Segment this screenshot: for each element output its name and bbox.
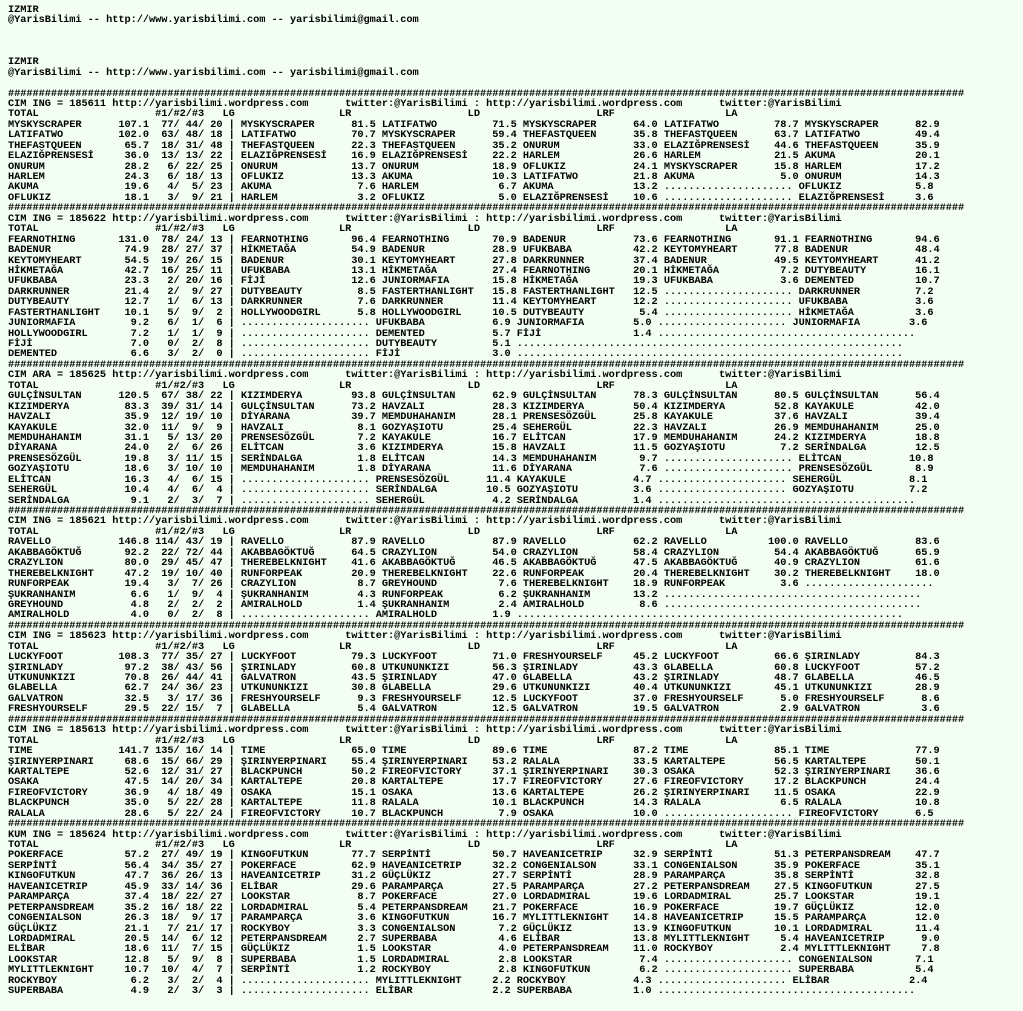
horse-row: ROCKYBOY 6.2 3/ 2/ 4 | ..................... MYLITTLEKNIGHT 2.2 ROCKYBOY 4.3 ..................... ELİBAR 2.4 xyxy=(8,974,928,987)
race-header: CIM ING = 185623 http://yarisbilimi.wordpress.com twitter:@YarisBilimi : http://yarisbilimi.wordpress.com twitter:@YarisBilimi xyxy=(8,630,842,643)
horse-row: DARKRUNNER 21.4 2/ 9/ 27 | DUTYBEAUTY 8.5 FASTERTHANLIGHT 15.8 FASTERTHANLIGHT 12.5 ..................... DARKRUNNER 7.2 xyxy=(8,285,934,298)
horse-row: SUPERBABA 4.9 2/ 3/ 3 | ..................... ELİBAR 2.2 SUPERBABA 1.0 .......................................... xyxy=(8,985,916,998)
section-separator: ############################################################################################################################################################ xyxy=(8,619,965,632)
race-header: CIM ING = 185621 http://yarisbilimi.wordpress.com twitter:@YarisBilimi : http://yarisbilimi.wordpress.com twitter:@YarisBilimi xyxy=(8,515,842,528)
contact-line: @YarisBilimi -- http://www.yarisbilimi.com -- yarisbilimi@gmail.com xyxy=(8,66,419,79)
column-header: TOTAL #1/#2/#3 LG LR LD LRF LA xyxy=(8,525,738,538)
section-separator: ############################################################################################################################################################ xyxy=(8,713,965,726)
column-header: TOTAL #1/#2/#3 LG LR LD LRF LA xyxy=(8,640,738,653)
horse-row: GÜÇLÜKIZ 21.1 7/ 21/ 17 | ROCKYBOY 3.3 CONGENIALSON 7.2 GÜÇLÜKIZ 13.9 KINGOFUTKUN 10.1 LORDADMIRAL 11.4 xyxy=(8,922,940,935)
horse-row: SERPİNTİ 56.4 34/ 35/ 27 | POKERFACE 62.9 HAVEANICETRIP 32.2 CONGENIALSON 33.1 CONGENIALSON 35.9 POKERFACE 35.1 xyxy=(8,859,940,872)
blank-line xyxy=(8,36,1023,46)
section-separator: ############################################################################################################################################################ xyxy=(8,818,965,831)
horse-row: CRAZYLION 80.0 29/ 45/ 47 | THEREBELKNIGHT 41.6 AKABBAGÖKTUĞ 46.5 AKABBAGÖKTUĞ 47.5 AKABBAGÖKTUĞ 40.9 CRAZYLION 61.6 xyxy=(8,557,940,570)
horse-row: DUTYBEAUTY 12.7 1/ 6/ 13 | DARKRUNNER 7.6 DARKRUNNER 11.4 KEYTOMYHEART 12.2 ..................... UFUKBABA 3.6 xyxy=(8,296,934,309)
horse-row: DEMENTED 6.6 3/ 2/ 0 | ..................... FİJİ 3.0 ............................................................... xyxy=(8,348,903,361)
blank-line xyxy=(8,47,1023,57)
horse-row: THEREBELKNIGHT 47.2 19/ 10/ 40 | RUNFORPEAK 20.9 THEREBELKNIGHT 22.6 RUNFORPEAK 20.4 THEREBELKNIGHT 30.2 THEREBELKNIGHT 18.0 xyxy=(8,567,940,580)
race-header: CIM ING = 185613 http://yarisbilimi.wordpress.com twitter:@YarisBilimi : http://yarisbilimi.wordpress.com twitter:@YarisBilimi xyxy=(8,724,842,737)
section-separator: ############################################################################################################################################################ xyxy=(8,505,965,517)
horse-row: RALALA 28.6 5/ 22/ 24 | FIREOFVICTORY 10.7 BLACKPUNCH 7.9 OSAKA 10.0 ..................... FIREOFVICTORY 6.5 xyxy=(8,807,934,820)
contact-line: @YarisBilimi -- http://www.yarisbilimi.com -- yarisbilimi@gmail.com xyxy=(8,14,419,27)
horse-row: HAVZALI 35.9 12/ 19/ 10 | DİYARANA 39.7 MEMDUHAHANIM 28.1 PRENSESÖZGÜL 25.8 KAYAKULE 37.6 HAVZALI 39.4 xyxy=(8,411,940,424)
horse-row: BADENUR 74.9 28/ 27/ 37 | HİKMETAĞA 54.9 BADENUR 28.9 UFUKBABA 42.2 KEYTOMYHEART 77.8 BADENUR 48.4 xyxy=(8,244,940,257)
horse-row: AKUMA 19.6 4/ 5/ 23 | AKUMA 7.6 HARLEM 6.7 AKUMA 13.2 ..................... OFLUKIZ 5.8 xyxy=(8,181,934,194)
horse-row: ŞIRINLADY 97.2 38/ 43/ 56 | ŞIRINLADY 60.8 UTKUNUNKIZI 56.3 ŞIRINLADY 43.3 GLABELLA 60.8 LUCKYFOOT 57.2 xyxy=(8,661,940,674)
column-header: TOTAL #1/#2/#3 LG LR LD LRF LA xyxy=(8,223,738,236)
horse-row: HARLEM 24.3 6/ 18/ 13 | OFLUKIZ 13.3 AKUMA 10.3 LATIFATWO 21.8 AKUMA 5.0 ONURUM 14.3 xyxy=(8,171,940,183)
horse-row: DİYARANA 24.0 2/ 6/ 26 | ELİTCAN 3.6 KIZIMDERYA 15.8 HAVZALI 11.5 GOZYAŞIOTU 7.2 SERİNDALGA 12.5 xyxy=(8,442,940,455)
horse-row: GREYHOUND 4.8 2/ 2/ 2 | AMIRALHOLD 1.4 ŞUKRANHANIM 2.4 AMIRALHOLD 8.6 .......................................... xyxy=(8,598,922,611)
race-header: CIM ING = 185611 http://yarisbilimi.wordpress.com twitter:@YarisBilimi : http://yarisbilimi.wordpress.com twitter:@YarisBilimi xyxy=(8,97,842,110)
horse-row: TIME 141.7 135/ 16/ 14 | TIME 65.0 TIME 89.6 TIME 87.2 TIME 85.1 TIME 77.9 xyxy=(8,745,940,758)
horse-row: UTKUNUNKIZI 70.8 26/ 44/ 41 | GALVATRON 43.5 ŞIRINLADY 47.0 GLABELLA 43.2 ŞIRINLADY 48.7 GLABELLA 46.5 xyxy=(8,672,940,684)
horse-row: KEYTOMYHEART 54.5 19/ 26/ 15 | BADENUR 30.1 KEYTOMYHEART 27.8 DARKRUNNER 37.4 BADENUR 49.5 KEYTOMYHEART 41.2 xyxy=(8,254,940,267)
horse-row: AMIRALHOLD 4.0 0/ 2/ 8 | ..................... AMIRALHOLD 1.9 ............................................................... xyxy=(8,609,903,622)
horse-row: HOLLYWOODGIRL 7.2 1/ 1/ 9 | ..................... DEMENTED 5.7 FİJİ 1.4 .......................................... xyxy=(8,327,916,340)
horse-row: OFLUKIZ 18.1 3/ 9/ 21 | HARLEM 3.2 OFLUKIZ 5.0 ELAZIĞPRENSESİ 10.6 ..................... ELAZIĞPRENSESİ 3.6 xyxy=(8,191,934,204)
horse-row: ONURUM 28.2 6/ 22/ 25 | ONURUM 13.7 ONURUM 18.9 OFLUKIZ 24.1 MYSKYSCRAPER 15.8 HARLEM 17.2 xyxy=(8,160,940,173)
horse-row: KARTALTEPE 52.6 12/ 31/ 27 | BLACKPUNCH 50.2 FIREOFVICTORY 37.1 ŞIRINYERPINARI 30.3 OSAKA 52.3 ŞIRINYERPINARI 36.6 xyxy=(8,765,940,778)
horse-row: FIREOFVICTORY 36.9 4/ 18/ 49 | OSAKA 15.1 OSAKA 13.6 KARTALTEPE 26.2 ŞIRINYERPINARI 11.5 OSAKA 22.9 xyxy=(8,786,940,799)
horse-row: JUNIORMAFIA 9.2 6/ 1/ 6 | ..................... UFUKBABA 6.9 JUNIORMAFIA 5.0 ..................... JUNIORMAFIA 3.6 xyxy=(8,317,928,330)
horse-row: LORDADMIRAL 20.5 14/ 6/ 12 | PETERPANSDREAM 2.7 SUPERBABA 4.6 ELİBAR 13.8 MYLITTLEKNIGHT 5.4 HAVEANICETRIP 9.0 xyxy=(8,932,940,945)
horse-row: FİJİ 7.0 0/ 2/ 8 | ..................... DUTYBEAUTY 5.1 ............................................................... xyxy=(8,338,903,350)
column-header: TOTAL #1/#2/#3 LG LR LD LRF LA xyxy=(8,734,738,747)
horse-row: KIZIMDERYA 83.3 39/ 31/ 14 | GULÇİNSULTAN 73.2 HAVZALI 28.3 KIZIMDERYA 50.4 KIZIMDERYA 52.8 KAYAKULE 42.0 xyxy=(8,400,940,413)
column-header: TOTAL #1/#2/#3 LG LR LD LRF LA xyxy=(8,379,738,392)
race-header: CIM ING = 185622 http://yarisbilimi.wordpress.com twitter:@YarisBilimi : http://yarisbilimi.wordpress.com twitter:@YarisBilimi xyxy=(8,212,842,225)
city-title: IZMIR xyxy=(8,56,39,69)
horse-row: RAVELLO 146.8 114/ 43/ 19 | RAVELLO 87.9 RAVELLO 87.9 RAVELLO 62.2 RAVELLO 100.0 RAVELLO 83.6 xyxy=(8,536,940,549)
horse-row: LUCKYFOOT 108.3 77/ 35/ 27 | LUCKYFOOT 79.3 LUCKYFOOT 71.0 FRESHYOURSELF 45.2 LUCKYFOOT 66.6 ŞIRINLADY 84.3 xyxy=(8,651,940,664)
horse-row: BLACKPUNCH 35.0 5/ 22/ 28 | KARTALTEPE 11.8 RALALA 10.1 BLACKPUNCH 14.3 RALALA 6.5 RALALA 10.8 xyxy=(8,797,940,810)
race-header: KUM ING = 185624 http://yarisbilimi.wordpress.com twitter:@YarisBilimi : http://yarisbilimi.wordpress.com twitter:@YarisBilimi xyxy=(8,828,842,841)
horse-row: PARAMPARÇA 37.4 18/ 22/ 27 | LOOKSTAR 8.7 POKERFACE 27.0 LORDADMIRAL 19.6 LORDADMIRAL 25.7 LOOKSTAR 19.1 xyxy=(8,891,940,904)
horse-row: FASTERTHANLIGHT 10.1 5/ 9/ 2 | HOLLYWOODGIRL 5.8 HOLLYWOODGIRL 10.5 DUTYBEAUTY 5.4 ..................... HİKMETAĞA 3.6 xyxy=(8,306,934,319)
horse-row: ELİBAR 18.6 11/ 7/ 15 | GÜÇLÜKIZ 1.5 LOOKSTAR 4.0 PETERPANSDREAM 11.0 ROCKYBOY 2.4 MYLITTLEKNIGHT 7.8 xyxy=(8,943,940,956)
horse-row: GULÇİNSULTAN 120.5 67/ 38/ 22 | KIZIMDERYA 93.8 GULÇİNSULTAN 62.9 GULÇİNSULTAN 78.3 GULÇİNSULTAN 80.5 GULÇİNSULTAN 56.4 xyxy=(8,390,940,403)
horse-row: SERİNDALGA 9.1 2/ 3/ 7 | ..................... SEHERGÜL 4.2 SERİNDALGA 1.4 .......................................... xyxy=(8,494,916,507)
horse-row: LOOKSTAR 12.8 5/ 9/ 8 | SUPERBABA 1.5 LORDADMIRAL 2.8 LOOKSTAR 7.4 ..................... CONGENIALSON 7.1 xyxy=(8,953,934,966)
horse-row: LATIFATWO 102.0 63/ 48/ 18 | LATIFATWO 70.7 MYSKYSCRAPER 59.4 THEFASTQUEEN 35.8 THEFASTQUEEN 63.7 LATIFATWO 49.4 xyxy=(8,129,940,142)
horse-row: GOZYAŞIOTU 18.6 3/ 10/ 10 | MEMDUHAHANIM 1.8 DİYARANA 11.6 DİYARANA 7.6 ..................... PRENSESÖZGÜL 8.9 xyxy=(8,463,934,476)
race-header: CIM ARA = 185625 http://yarisbilimi.wordpress.com twitter:@YarisBilimi : http://yarisbilimi.wordpress.com twitter:@YarisBilimi xyxy=(8,369,842,382)
horse-row: THEFASTQUEEN 65.7 18/ 31/ 48 | THEFASTQUEEN 22.3 THEFASTQUEEN 35.2 ONURUM 33.0 ELAZIĞPRENSESİ 44.6 THEFASTQUEEN 35.9 xyxy=(8,139,940,152)
horse-row: KINGOFUTKUN 47.7 36/ 26/ 13 | HAVEANICETRIP 31.2 GÜÇLÜKIZ 27.7 SERPİNTİ 28.9 PARAMPARÇA 35.8 SERPİNTİ 32.8 xyxy=(8,870,940,883)
blank-line xyxy=(8,78,1023,88)
horse-row: HİKMETAĞA 42.7 16/ 25/ 11 | UFUKBABA 13.1 HİKMETAĞA 27.4 FEARNOTHING 20.1 HİKMETAĞA 7.2 DUTYBEAUTY 16.1 xyxy=(8,264,940,277)
horse-row: HAVEANICETRIP 45.9 33/ 14/ 36 | ELİBAR 29.6 PARAMPARÇA 27.5 PARAMPARÇA 27.2 PETERPANSDREAM 27.5 KINGOFUTKUN 27.5 xyxy=(8,880,940,893)
column-header: TOTAL #1/#2/#3 LG LR LD LRF LA xyxy=(8,839,738,851)
horse-row: POKERFACE 57.2 27/ 49/ 19 | KINGOFUTKUN 77.7 SERPİNTİ 50.7 HAVEANICETRIP 32.9 SERPİNTİ 51.3 PETERPANSDREAM 47.7 xyxy=(8,849,940,862)
horse-row: ELAZIĞPRENSESİ 36.0 13/ 13/ 22 | ELAZIĞPRENSESİ 16.9 ELAZIĞPRENSESİ 22.2 HARLEM 26.6 HARLEM 21.5 AKUMA 20.1 xyxy=(8,150,940,163)
city-title: IZMIR xyxy=(8,4,39,16)
horse-row: SEHERGÜL 10.4 4/ 6/ 4 | ..................... SERİNDALGA 10.5 GOZYAŞIOTU 3.6 ..................... GOZYAŞIOTU 7.2 xyxy=(8,484,928,497)
horse-row: FEARNOTHING 131.0 78/ 24/ 13 | FEARNOTHING 96.4 FEARNOTHING 70.9 BADENUR 73.6 FEARNOTHING 91.1 FEARNOTHING 94.6 xyxy=(8,233,940,246)
horse-row: GALVATRON 32.5 3/ 17/ 36 | FRESHYOURSELF 9.3 FRESHYOURSELF 12.5 LUCKYFOOT 37.0 FRESHYOURSELF 5.0 FRESHYOURSELF 8.6 xyxy=(8,692,940,705)
column-header: TOTAL #1/#2/#3 LG LR LD LRF LA xyxy=(8,108,738,121)
horse-row: MYSKYSCRAPER 107.1 77/ 44/ 20 | MYSKYSCRAPER 81.5 LATIFATWO 71.5 MYSKYSCRAPER 64.0 LATIFATWO 78.7 MYSKYSCRAPER 82.9 xyxy=(8,118,940,131)
horse-row: OSAKA 47.5 14/ 20/ 34 | KARTALTEPE 20.8 KARTALTEPE 17.7 FIREOFVICTORY 27.6 FIREOFVICTORY 17.2 BLACKPUNCH 24.4 xyxy=(8,776,940,789)
section-separator: ############################################################################################################################################################ xyxy=(8,358,965,371)
horse-row: UFUKBABA 23.3 2/ 20/ 16 | FİJİ 12.6 JUNIORMAFIA 15.8 HİKMETAĞA 19.3 UFUKBABA 3.6 DEMENTED 10.7 xyxy=(8,275,940,288)
horse-row: ELİTCAN 16.3 4/ 6/ 15 | ..................... PRENSESÖZGÜL 11.4 KAYAKULE 4.7 ..................... SEHERGÜL 8.1 xyxy=(8,473,928,486)
section-separator: ############################################################################################################################################################ xyxy=(8,87,965,100)
blank-line xyxy=(8,26,1023,36)
horse-row: MEMDUHAHANIM 31.1 5/ 13/ 20 | PRENSESÖZGÜL 7.2 KAYAKULE 16.7 ELİTCAN 17.9 MEMDUHAHANIM 24.2 KIZIMDERYA 18.8 xyxy=(8,431,940,444)
horse-row: ŞUKRANHANIM 6.6 1/ 9/ 4 | ŞUKRANHANIM 4.3 RUNFORPEAK 6.2 ŞUKRANHANIM 13.2 .......................................... xyxy=(8,588,922,601)
horse-row: GLABELLA 62.7 24/ 36/ 23 | UTKUNUNKIZI 30.8 GLABELLA 29.6 UTKUNUNKIZI 40.4 UTKUNUNKIZI 45.1 UTKUNUNKIZI 28.9 xyxy=(8,682,940,695)
horse-row: KAYAKULE 32.0 11/ 9/ 9 | HAVZALI 8.1 GOZYAŞIOTU 25.4 SEHERGÜL 22.3 HAVZALI 26.9 MEMDUHAHANIM 25.0 xyxy=(8,421,940,434)
section-separator: ############################################################################################################################################################ xyxy=(8,202,965,215)
horse-row: CONGENIALSON 26.3 18/ 9/ 17 | PARAMPARÇA 3.6 KINGOFUTKUN 16.7 MYLITTLEKNIGHT 14.8 HAVEANICETRIP 15.5 PARAMPARÇA 12.0 xyxy=(8,912,940,925)
horse-row: MYLITTLEKNIGHT 10.7 10/ 4/ 7 | SERPİNTİ 1.2 ROCKYBOY 2.8 KINGOFUTKUN 6.2 ..................... SUPERBABA 5.4 xyxy=(8,964,934,977)
horse-row: PETERPANSDREAM 35.2 16/ 18/ 22 | LORDADMIRAL 5.4 PETERPANSDREAM 21.7 POKERFACE 16.9 POKERFACE 19.7 GÜÇLÜKIZ 12.0 xyxy=(8,901,940,914)
horse-row: ŞIRINYERPINARI 68.6 15/ 66/ 29 | ŞIRINYERPINARI 55.4 ŞIRINYERPINARI 53.2 RALALA 33.5 KARTALTEPE 56.5 KARTALTEPE 50.1 xyxy=(8,755,940,768)
horse-row: RUNFORPEAK 19.4 3/ 7/ 26 | CRAZYLION 8.7 GREYHOUND 7.6 THEREBELKNIGHT 18.9 RUNFORPEAK 3.6 ..................... xyxy=(8,578,934,591)
horse-row: AKABBAGÖKTUĞ 92.2 22/ 72/ 44 | AKABBAGÖKTUĞ 64.5 CRAZYLION 54.0 CRAZYLION 58.4 CRAZYLION 54.4 AKABBAGÖKTUĞ 65.9 xyxy=(8,546,940,559)
horse-row: PRENSESÖZGÜL 19.8 3/ 11/ 15 | SERİNDALGA 1.8 ELİTCAN 14.3 MEMDUHAHANIM 9.7 ..................... ELİTCAN 10.8 xyxy=(8,452,934,465)
horse-row: FRESHYOURSELF 29.5 22/ 15/ 7 | GLABELLA 5.4 GALVATRON 12.5 GALVATRON 19.5 GALVATRON 2.9 GALVATRON 3.6 xyxy=(8,703,940,716)
